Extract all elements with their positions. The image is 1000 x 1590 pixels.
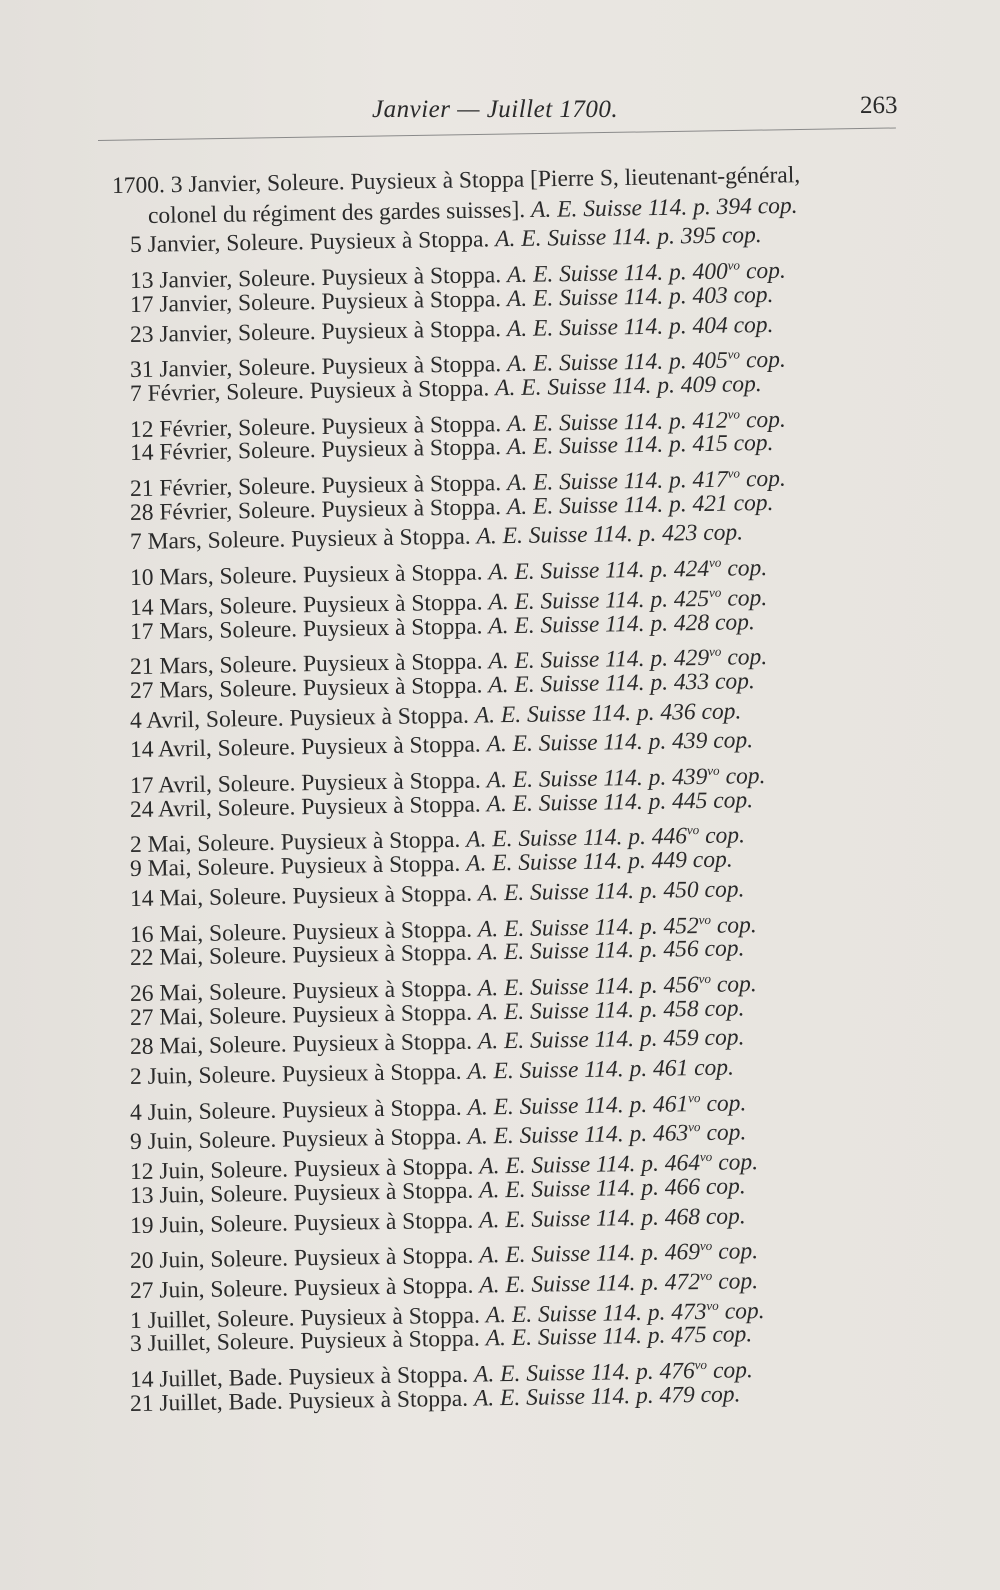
entry-reference: A. E. Suisse 114. p. 459 cop. <box>477 1024 745 1055</box>
entry-date: 22 Mai, Soleure. <box>129 942 287 972</box>
entry-reference: A. E. Suisse 114. p. 445 cop. <box>486 786 754 818</box>
entry-text: Puysieux à Stoppa. <box>321 410 502 440</box>
entry-text: Puysieux à Stoppa. <box>293 1177 474 1207</box>
entry-verso-marker: vo <box>727 346 741 362</box>
entry-verso-marker: vo <box>708 643 722 660</box>
entry-verso-marker: vo <box>699 1148 713 1165</box>
entry-copy-marker: cop. <box>725 763 766 790</box>
entry-text: Puysieux à Stoppa. <box>302 672 483 702</box>
entry-reference: A. E. Suisse 114. p. 429 <box>488 645 710 675</box>
entry-date: 31 Janvier, Soleure. <box>129 354 316 384</box>
entry-date: 26 Mai, Soleure. <box>129 978 287 1007</box>
entry-verso-marker: vo <box>699 1267 713 1283</box>
entry-date: 14 Mai, Soleure. <box>129 883 287 912</box>
entry-verso-marker: vo <box>688 1119 701 1135</box>
entry-reference: A. E. Suisse 114. p. 464 <box>479 1150 701 1180</box>
entry-text: Puysieux à Stoppa. <box>280 827 461 857</box>
entry-text: Puysieux à Stoppa. <box>321 470 502 499</box>
page-number: 263 <box>860 92 898 119</box>
entry-reference: A. E. Suisse 114. p. 475 cop. <box>485 1321 753 1352</box>
entry-reference: A. E. Suisse 114. p. 425 <box>488 585 710 616</box>
entry-text: Puysieux à Stoppa. <box>309 375 490 405</box>
entry-reference: A. E. Suisse 114. p. 463 <box>467 1120 689 1151</box>
entry-verso-marker: vo <box>698 970 712 986</box>
entry-text: Puysieux à Stoppa. <box>301 791 481 820</box>
entry-date: 21 Mars, Soleure. <box>129 651 298 681</box>
entry-text: Puysieux à Stoppa. <box>281 1094 462 1124</box>
entry-date: 20 Juin, Soleure. <box>129 1245 289 1275</box>
entry-reference: A. E. Suisse 114. p. 476 <box>473 1358 696 1388</box>
entry-copy-marker: cop. <box>745 257 786 285</box>
entry-verso-marker: vo <box>686 822 700 838</box>
entry-text: Puysieux à Stoppa. <box>293 1153 474 1183</box>
entry-date: 9 Juin, Soleure. <box>129 1127 277 1156</box>
entry-text: Puysieux à Stoppa. <box>292 939 473 969</box>
entry-date: 5 Janvier, Soleure. <box>129 229 305 259</box>
entry-date: 1 Juillet, Soleure. <box>129 1305 295 1334</box>
entry-date: 24 Avril, Soleure. <box>129 794 296 823</box>
entry-date: 14 Avril, Soleure. <box>129 734 296 764</box>
entry-verso-marker: vo <box>708 554 722 570</box>
entry-reference: A. E. Suisse 114. p. 424 <box>488 555 710 586</box>
entry-reference: A. E. Suisse 114. p. 458 cop. <box>477 994 745 1026</box>
entry-verso-marker: vo <box>694 1356 708 1373</box>
entry-verso-marker: vo <box>727 465 741 481</box>
entry-reference: A. E. Suisse 114. p. 423 cop. <box>476 519 744 550</box>
entry-text: Puysieux à Stoppa. <box>321 315 502 345</box>
entry-reference: A. E. Suisse 114. p. 415 cop. <box>506 430 774 461</box>
entry-copy-marker: cop. <box>704 822 746 850</box>
entry-reference: A. E. Suisse 114. p. 433 cop. <box>488 668 756 699</box>
entry-text: Puysieux à Stoppa. <box>302 648 483 678</box>
entry-text: Puysieux à Stoppa. <box>288 1385 469 1415</box>
entry-text: Puysieux à Stoppa. <box>281 1124 462 1153</box>
entry-date: 4 Juin, Soleure. <box>129 1097 277 1126</box>
entry-date: 10 Mars, Soleure. <box>129 562 298 592</box>
entry-date: 14 Mars, Soleure. <box>129 592 298 621</box>
entry-date: 12 Juin, Soleure. <box>129 1156 289 1186</box>
entry-date: 17 Mars, Soleure. <box>129 615 298 645</box>
entry-reference: A. E. Suisse 114. p. 403 cop. <box>506 281 774 312</box>
entry-text: Puysieux à Stoppa. <box>321 285 502 315</box>
entry-text: Puysieux à Stoppa. <box>293 1242 474 1272</box>
entry-text: Puysieux à Stoppa. <box>321 262 502 292</box>
entry-text: Puysieux à Stoppa [Pierre S, lieutenant-général, <box>350 162 801 196</box>
entry-date: 13 Janvier, Soleure. <box>129 265 316 295</box>
entry-text: Puysieux à Stoppa. <box>292 916 473 945</box>
entry-date: 27 Juin, Soleure. <box>129 1275 289 1304</box>
entry-copy-marker: cop. <box>745 346 786 374</box>
entry-verso-marker: vo <box>688 1089 701 1105</box>
entry-text: Puysieux à Stoppa. <box>292 1028 473 1058</box>
entry-copy-marker: cop. <box>727 644 768 671</box>
entry-copy-marker: cop. <box>745 406 786 433</box>
entry-copy-marker: cop. <box>718 1268 759 1295</box>
entry-date: 2 Juin, Soleure. <box>129 1061 277 1090</box>
entry-text: Puysieux à Stoppa. <box>300 1325 481 1355</box>
entry-text: Puysieux à Stoppa. <box>288 1361 469 1391</box>
entry-date: 21 Juillet, Bade. <box>129 1388 283 1417</box>
entry-date: 17 Avril, Soleure. <box>129 770 296 799</box>
entry-verso-marker: vo <box>706 1297 719 1313</box>
entry-text: Puysieux à Stoppa. <box>281 1058 462 1088</box>
entry-reference: A. E. Suisse 114. p. 468 cop. <box>478 1202 746 1234</box>
entry-date: 7 Février, Soleure. <box>129 378 305 407</box>
entry-reference: A. E. Suisse 114. p. 404 cop. <box>506 311 774 342</box>
entry-copy-marker: cop. <box>745 465 786 493</box>
entry-text: Puysieux à Stoppa. <box>302 612 483 642</box>
entry-copy-marker: cop. <box>724 1297 765 1325</box>
entry-reference: A. E. Suisse 114. p. 405 <box>506 347 729 378</box>
entry-date: 27 Mars, Soleure. <box>129 675 298 704</box>
entry-reference: A. E. Suisse 114. p. 446 <box>465 823 688 854</box>
entry-copy-marker: cop. <box>718 1238 759 1265</box>
entry-verso-marker: vo <box>698 911 712 927</box>
running-head-title: Janvier — Juillet 1700. <box>372 96 619 123</box>
entry-reference: A. E. Suisse 114. p. 400 <box>506 258 729 289</box>
entry-verso-marker: vo <box>727 406 741 422</box>
entry-date: 21 Février, Soleure. <box>129 473 316 502</box>
entry-reference: A. E. Suisse 114. p. 473 <box>485 1298 707 1329</box>
entry-date: 2 Mai, Soleure. <box>129 830 276 859</box>
entry-reference: A. E. Suisse 114. p. 461 <box>467 1090 689 1121</box>
entry-text: Puysieux à Stoppa. <box>301 731 481 761</box>
entry-date: 9 Mai, Soleure. <box>129 853 276 883</box>
entry-verso-marker: vo <box>708 584 722 600</box>
entry-copy-marker: cop. <box>727 584 768 612</box>
entry-copy-marker: cop. <box>716 911 757 939</box>
entry-date: 14 Juillet, Bade. <box>129 1364 283 1393</box>
entry-text: Puysieux à Stoppa. <box>290 524 471 553</box>
entry-text: Puysieux à Stoppa. <box>292 975 473 1005</box>
entry-copy-marker: cop. <box>706 1090 747 1117</box>
entry-reference: A. E. Suisse 114. p. 469 <box>479 1239 701 1269</box>
entry-reference: A. E. Suisse 114. p. 421 cop. <box>506 489 774 520</box>
entry-text: Puysieux à Stoppa. <box>292 880 473 910</box>
entry-date: 19 Juin, Soleure. <box>129 1210 289 1239</box>
entry-reference: A. E. Suisse 114. p. 395 cop. <box>494 222 762 253</box>
entry-reference: A. E. Suisse 114. p. 439 <box>486 763 708 794</box>
entry-copy-marker: cop. <box>718 1149 759 1176</box>
entry-reference: A. E. Suisse 114. p. 412 <box>506 407 729 437</box>
entry-copy-marker: cop. <box>716 971 757 998</box>
entry-date: 16 Mai, Soleure. <box>129 919 287 948</box>
entry-reference: A. E. Suisse 114. p. 456 <box>477 971 699 1002</box>
entry-copy-marker: cop. <box>727 555 768 582</box>
entry-reference: A. E. Suisse 114. p. 466 cop. <box>478 1173 746 1204</box>
entry-reference: A. E. Suisse 114. p. 479 cop. <box>473 1381 741 1412</box>
entry-reference: A. E. Suisse 114. p. 439 cop. <box>486 727 754 758</box>
entry-text: Puysieux à Stoppa. <box>293 1272 474 1302</box>
entry-date: 28 Mai, Soleure. <box>129 1031 287 1061</box>
entry-text: colonel du régiment des gardes suisses]. <box>147 196 526 229</box>
entry-text: Puysieux à Stoppa. <box>289 702 470 732</box>
entry-verso-marker: vo <box>707 762 720 778</box>
entry-reference: A. E. Suisse 114. p. 417 <box>506 466 729 497</box>
entry-text: Puysieux à Stoppa. <box>321 434 502 464</box>
entry-verso-marker: vo <box>727 257 741 273</box>
entry-date: 7 Mars, Soleure. <box>129 526 286 556</box>
entry-text: Puysieux à Stoppa. <box>293 1207 474 1236</box>
entry-date: 23 Janvier, Soleure. <box>129 318 316 348</box>
entry-copy-marker: cop. <box>712 1357 753 1384</box>
entry-text: Puysieux à Stoppa. <box>321 493 502 523</box>
entry-text: Puysieux à Stoppa. <box>280 850 461 880</box>
entry-date: 28 Février, Soleure. <box>129 496 316 526</box>
entry-date: 27 Mai, Soleure. <box>129 1002 287 1031</box>
entry-reference: A. E. Suisse 114. p. 409 cop. <box>494 370 762 402</box>
entry-verso-marker: vo <box>699 1238 713 1254</box>
entry-reference: A. E. Suisse 114. p. 450 cop. <box>477 876 745 907</box>
entry-reference: A. E. Suisse 114. p. 394 cop. <box>530 192 798 223</box>
entry-reference: A. E. Suisse 114. p. 452 <box>477 912 699 943</box>
entry-reference: A. E. Suisse 114. p. 472 <box>479 1268 701 1299</box>
entry-date: 12 Février, Soleure. <box>129 413 316 443</box>
entry-reference: A. E. Suisse 114. p. 436 cop. <box>474 697 742 729</box>
entry-date: 17 Janvier, Soleure. <box>129 288 316 318</box>
entry-text: Puysieux à Stoppa. <box>300 1302 481 1331</box>
entry-reference: A. E. Suisse 114. p. 428 cop. <box>488 608 756 639</box>
entry-date: 13 Juin, Soleure. <box>129 1180 289 1209</box>
entry-date: 1700. 3 Janvier, Soleure. <box>111 169 345 199</box>
entry-text: Puysieux à Stoppa. <box>302 559 483 589</box>
entry-text: Puysieux à Stoppa. <box>309 226 490 256</box>
entry-reference: A. E. Suisse 114. p. 461 cop. <box>467 1054 735 1085</box>
entry-date: 3 Juillet, Soleure. <box>129 1328 295 1358</box>
entry-date: 4 Avril, Soleure. <box>129 705 284 734</box>
entry-date: 14 Février, Soleure. <box>129 437 316 467</box>
entry-copy-marker: cop. <box>706 1119 747 1147</box>
entry-text: Puysieux à Stoppa. <box>301 767 481 797</box>
entry-text: Puysieux à Stoppa. <box>302 589 483 619</box>
entry-text: Puysieux à Stoppa. <box>292 999 473 1029</box>
entry-text: Puysieux à Stoppa. <box>321 351 502 381</box>
entry-reference: A. E. Suisse 114. p. 456 cop. <box>477 935 745 966</box>
entry-reference: A. E. Suisse 114. p. 449 cop. <box>465 846 733 877</box>
